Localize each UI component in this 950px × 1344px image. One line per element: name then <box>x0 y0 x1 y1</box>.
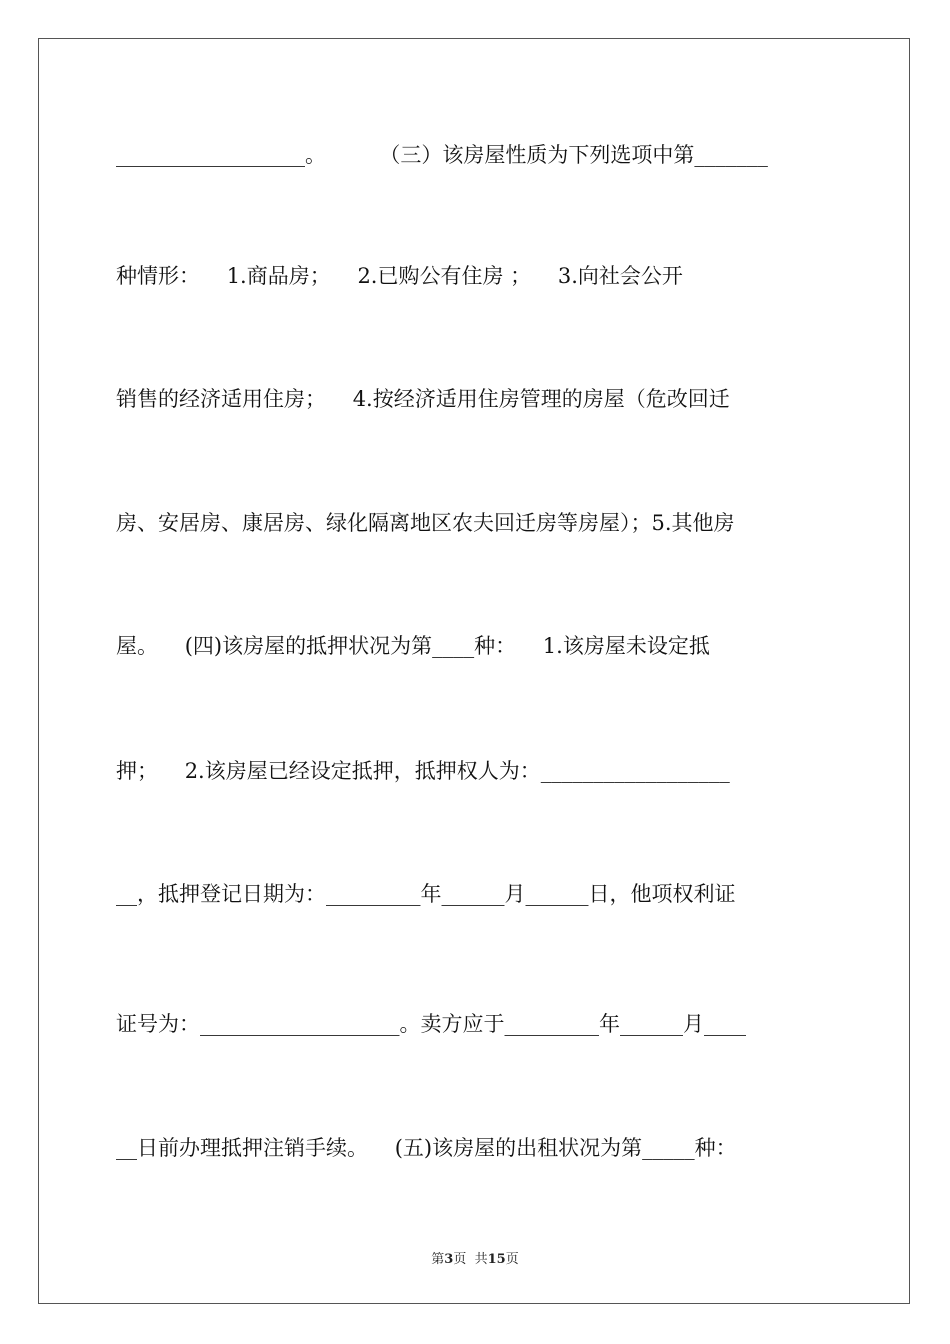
body-text-line: __________________。 （三）该房屋性质为下列选项中第_______ <box>116 143 768 167</box>
body-text-line: 房、安居房、康居房、绿化隔离地区农夫回迁房等房屋）；5.其他房 <box>116 511 735 535</box>
body-text-line: 押； 2.该房屋已经设定抵押，抵押权人为：__________________ <box>116 759 730 783</box>
body-text-line: 屋。 (四)该房屋的抵押状况为第____种： 1.该房屋未设定抵 <box>116 634 710 658</box>
page-footer <box>0 1248 950 1267</box>
body-text-line: 证号为：___________________。卖方应于_________年______月____ <box>116 1012 746 1036</box>
body-text-line: 销售的经济适用住房； 4.按经济适用住房管理的房屋（危改回迁 <box>116 387 730 411</box>
footer-prefix: 第 <box>431 1252 445 1267</box>
page-frame <box>38 38 910 1304</box>
body-text-line: 种情形： 1.商品房； 2.已购公有住房 ； 3.向社会公开 <box>116 264 683 288</box>
body-text-line: __，抵押登记日期为：_________年______月______日，他项权利证 <box>116 882 736 906</box>
footer-suffix: 页 <box>505 1252 519 1267</box>
footer-total-pages: 15 <box>487 1252 506 1267</box>
footer-mid: 页 共 <box>453 1252 488 1267</box>
body-text-line: __日前办理抵押注销手续。 (五)该房屋的出租状况为第_____种： <box>116 1136 737 1160</box>
footer-page-number: 3 <box>444 1252 454 1267</box>
